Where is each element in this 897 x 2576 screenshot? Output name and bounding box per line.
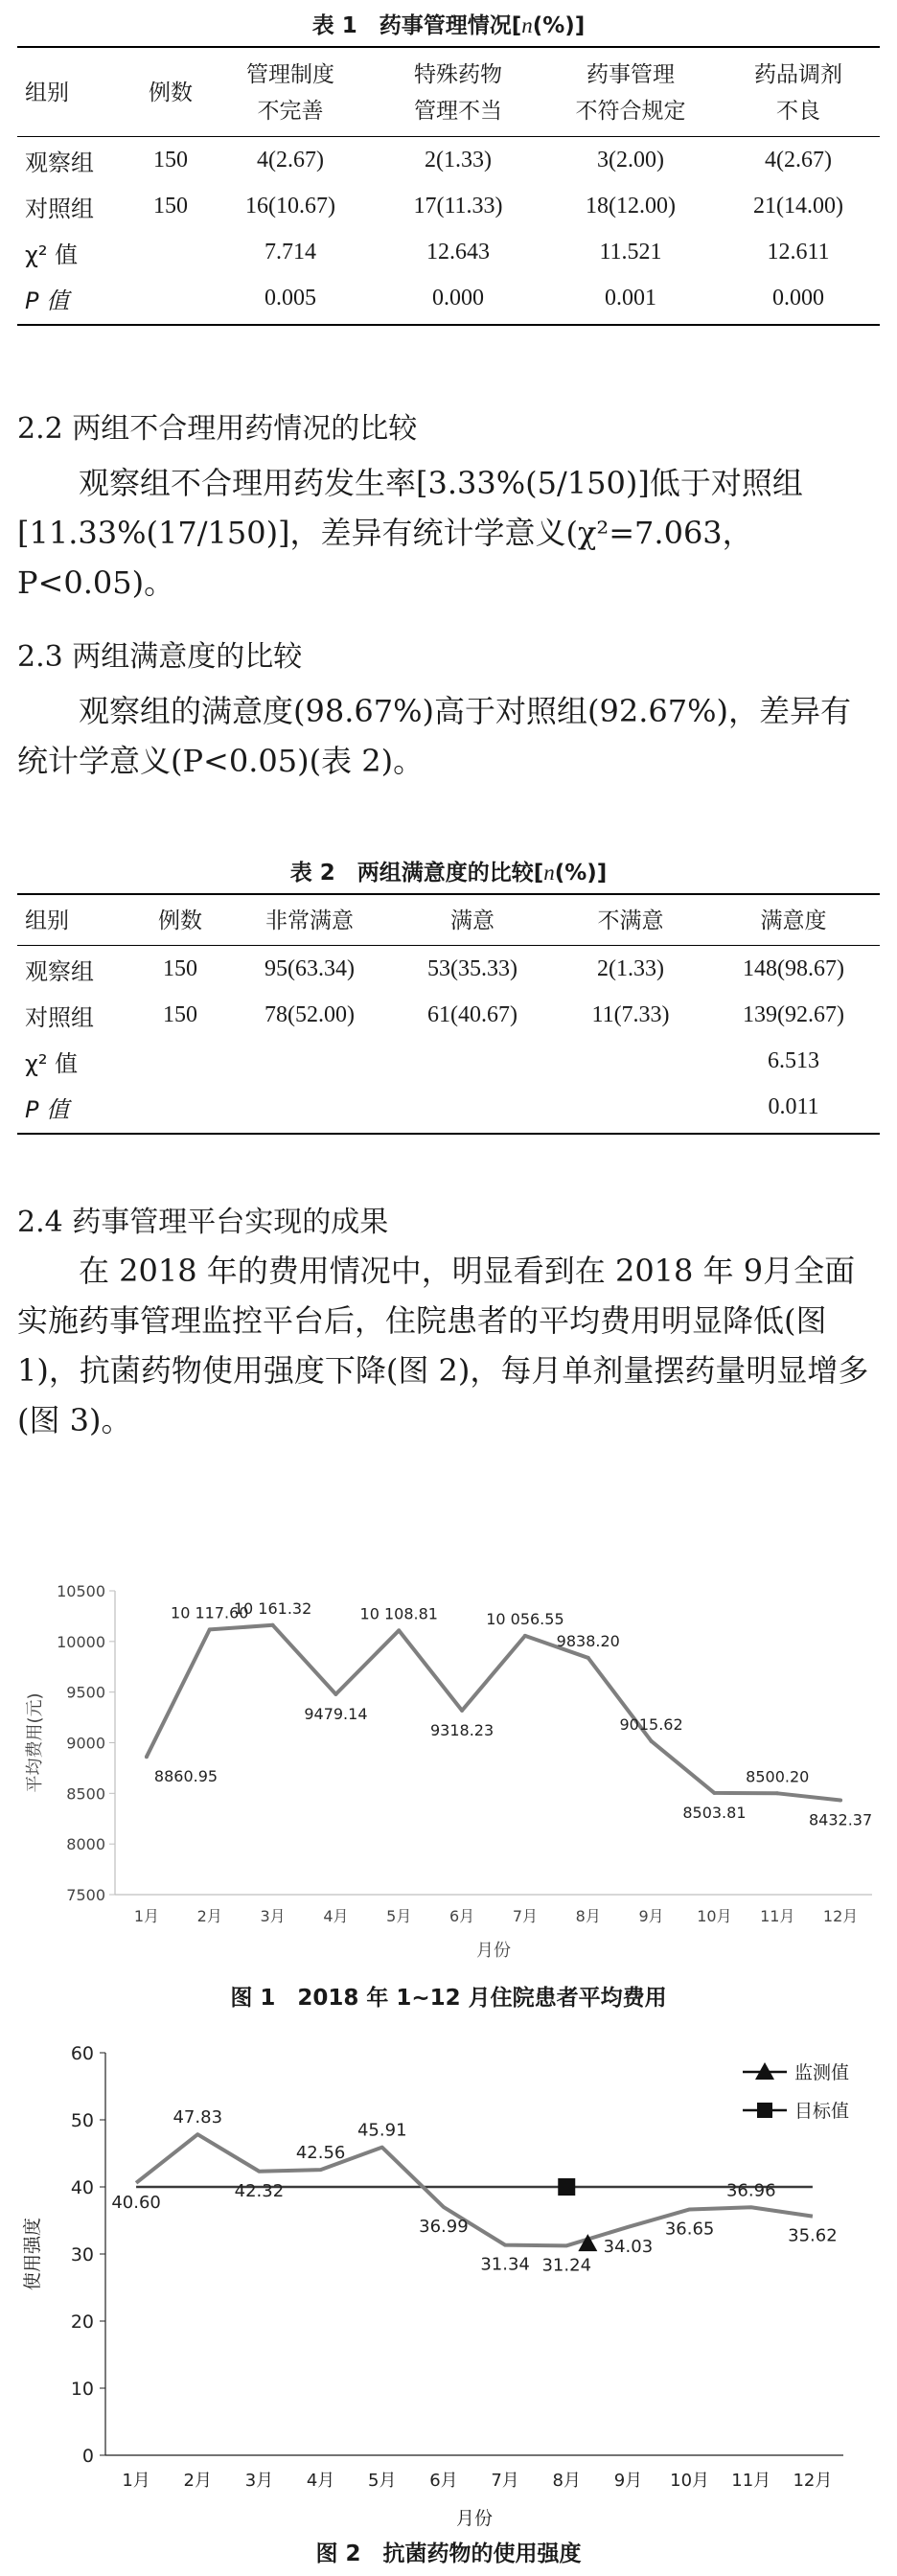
- y-tick-label: 10500: [57, 1582, 105, 1600]
- data-label: 10 108.81: [359, 1604, 438, 1623]
- table1-cell: 7.714: [264, 239, 316, 264]
- table2-cell: 148(98.67): [743, 955, 844, 981]
- x-tick-label: 4月: [323, 1907, 349, 1925]
- data-point: [334, 1692, 337, 1696]
- table1-cell: 0.000: [772, 285, 824, 310]
- table1-cell: 0.005: [264, 285, 316, 310]
- data-label: 35.62: [788, 2225, 838, 2246]
- x-tick-label: 9月: [638, 1907, 664, 1925]
- legend-square-icon: [757, 2103, 772, 2118]
- table2-header-cell: 组别: [17, 897, 132, 946]
- heading-2-4: 2.4 药事管理平台实现的成果: [17, 1206, 389, 1239]
- table1-cell: P 值: [25, 287, 70, 314]
- table1-cell: [132, 229, 209, 275]
- table2-cell: 对照组: [25, 1003, 94, 1031]
- table2-cell: 53(35.33): [427, 955, 518, 981]
- table2-cell: 6.513: [768, 1047, 819, 1073]
- data-label: 9015.62: [619, 1714, 683, 1734]
- table2-row: [17, 1084, 880, 1130]
- table1-header-cell: 管理制度 不完善: [209, 50, 372, 137]
- data-point: [712, 1791, 716, 1795]
- table1-cell: 150: [153, 147, 188, 172]
- table2-cell: [554, 1038, 707, 1084]
- table2-cell: [228, 1038, 391, 1084]
- y-axis-title: 使用强度: [22, 2217, 43, 2291]
- x-tick-label: 8月: [575, 1907, 601, 1925]
- table1-header-row: [17, 50, 880, 137]
- table1-row: [17, 137, 880, 184]
- table2-cell: 11(7.33): [591, 1001, 670, 1027]
- table1-cell: 4(2.67): [257, 147, 324, 172]
- table1-cell: 11.521: [599, 239, 662, 264]
- table2-cell: [391, 1084, 554, 1130]
- x-tick-label: 6月: [448, 1907, 475, 1925]
- y-axis-title: 平均费用(元): [25, 1692, 45, 1793]
- data-label: 9318.23: [429, 1720, 494, 1739]
- table2-cell: 150: [163, 955, 197, 981]
- table2-header-cell: 满意: [391, 897, 554, 946]
- data-label: 45.91: [356, 2120, 407, 2141]
- para-2-4-text: 在 2018 年的费用情况中，明显看到在 2018 年 9月全面实施药事管理监控平台后，住院患者的平均费用明显降低(图 1)，抗菌药物使用强度下降(图 2)，每月单剂量摆药量明显增多(图 3)。: [17, 1253, 869, 1438]
- table2-cell: 2(1.33): [597, 955, 664, 981]
- data-point: [460, 1709, 464, 1713]
- table1-caption: [0, 8, 897, 39]
- data-point: [650, 1739, 654, 1743]
- data-label: 10 056.55: [486, 1609, 564, 1628]
- table2-cell: [132, 1038, 228, 1084]
- table1-cell: 对照组: [25, 195, 94, 222]
- data-label: 42.32: [234, 2180, 285, 2201]
- x-tick-label: 10月: [697, 1907, 732, 1925]
- table1-caption-prefix: 表 1 药事管理情况[: [311, 13, 522, 38]
- table2-cell: 61(40.67): [427, 1001, 518, 1027]
- table2-header-cell: 非常满意: [228, 897, 391, 946]
- x-tick-label: 1月: [122, 2471, 150, 2491]
- data-point: [586, 1656, 590, 1660]
- table1-header-cell: 药品调剂 不良: [717, 50, 880, 137]
- data-label: 10 161.32: [233, 1598, 312, 1618]
- data-label: 36.99: [419, 2217, 469, 2238]
- x-tick-label: 12月: [822, 1907, 859, 1925]
- table1-cell: 18(12.00): [586, 193, 676, 218]
- para-2-3: [17, 686, 880, 786]
- data-point: [145, 1755, 149, 1759]
- x-axis-title: 月份: [476, 1941, 511, 1961]
- x-tick-label: 8月: [552, 2471, 581, 2491]
- table2-cell: P 值: [25, 1095, 70, 1123]
- legend-target-label: 目标值: [794, 2101, 850, 2122]
- x-tick-label: 11月: [760, 1907, 795, 1925]
- legend-monitor-label: 监测值: [794, 2062, 850, 2083]
- data-point: [839, 1798, 842, 1802]
- table1-cell: 3(2.00): [597, 147, 664, 172]
- y-tick-label: 0: [81, 2446, 94, 2467]
- table2-row: [17, 992, 880, 1038]
- table1-row: [17, 229, 880, 275]
- table2-header-cell: 满意度: [707, 897, 880, 946]
- table2-caption: [0, 855, 897, 886]
- para-2-2-text: 观察组不合理用药发生率[3.33%(5/150)]低于对照组[11.33%(17/150)]，差异有统计学意义(χ²=7.063，P<0.05)。: [17, 465, 803, 601]
- x-tick-label: 2月: [183, 2471, 212, 2491]
- table2-header-cell: 例数: [132, 897, 228, 946]
- table2-cell: 78(52.00): [264, 1001, 355, 1027]
- y-tick-label: 10: [70, 2379, 94, 2400]
- x-tick-label: 4月: [306, 2471, 335, 2491]
- table1-cell: 16(10.67): [245, 193, 335, 218]
- data-point: [523, 1634, 527, 1638]
- data-label: 31.24: [541, 2255, 592, 2276]
- series-line: [147, 1625, 840, 1801]
- x-tick-label: 10月: [670, 2471, 710, 2491]
- data-label: 36.96: [725, 2180, 776, 2201]
- table2-caption-prefix: 表 2 两组满意度的比较[: [289, 861, 544, 886]
- table1-cell: 2(1.33): [425, 147, 492, 172]
- table1-row: [17, 183, 880, 229]
- x-tick-label: 7月: [491, 2471, 519, 2491]
- data-label: 9479.14: [304, 1704, 368, 1723]
- data-label: 8503.81: [682, 1803, 747, 1822]
- x-tick-label: 5月: [368, 2471, 397, 2491]
- data-label: 34.03: [603, 2236, 654, 2257]
- x-tick-label: 12月: [793, 2471, 833, 2491]
- data-label: 31.34: [480, 2254, 530, 2275]
- table2-cell: [391, 1038, 554, 1084]
- data-label: 47.83: [172, 2107, 223, 2128]
- table2-row: [17, 946, 880, 993]
- table2-cell: 95(63.34): [264, 955, 355, 981]
- table1-cell: [132, 275, 209, 321]
- table1-header-cell: 组别: [17, 50, 132, 137]
- table1-header-cell: 药事管理 不符合规定: [544, 50, 717, 137]
- table1: [17, 50, 880, 321]
- data-label: 10 117.60: [171, 1603, 249, 1622]
- table1-cell: 观察组: [25, 149, 94, 176]
- data-label: 8432.37: [808, 1810, 873, 1829]
- table2-header-row: [17, 897, 880, 946]
- table1-caption-n: n: [521, 13, 533, 37]
- data-point: [271, 1623, 275, 1627]
- figure1-caption: 图 1 2018 年 1~12 月住院患者平均费用: [230, 1986, 667, 2011]
- table1-cell: 17(11.33): [413, 193, 503, 218]
- table1-bottom-rule: [17, 324, 880, 326]
- x-tick-label: 6月: [429, 2471, 458, 2491]
- table2-cell: [554, 1084, 707, 1130]
- y-tick-label: 60: [70, 2043, 94, 2064]
- table2-cell: 150: [163, 1001, 197, 1027]
- figure2-chart: [0, 2022, 897, 2530]
- table1-cell: 12.611: [767, 239, 830, 264]
- y-tick-label: 10000: [57, 1632, 105, 1651]
- y-tick-label: 9000: [66, 1734, 105, 1753]
- x-tick-label: 5月: [386, 1907, 412, 1925]
- figure1-chart: [0, 1552, 897, 1974]
- y-tick-label: 8500: [66, 1784, 105, 1804]
- y-tick-label: 8000: [66, 1835, 105, 1854]
- data-label: 8500.20: [746, 1767, 810, 1786]
- x-tick-label: 3月: [260, 1907, 286, 1925]
- x-tick-label: 9月: [613, 2471, 643, 2491]
- table2: [17, 897, 880, 1130]
- heading-2-3: 2.3 两组满意度的比较: [17, 640, 303, 674]
- y-tick-label: 50: [70, 2110, 94, 2131]
- table1-cell: 4(2.67): [765, 147, 832, 172]
- x-tick-label: 7月: [512, 1907, 539, 1925]
- heading-2-2: 2.2 两组不合理用药情况的比较: [17, 412, 418, 446]
- data-label: 8860.95: [153, 1767, 218, 1786]
- y-tick-label: 7500: [66, 1886, 105, 1904]
- table2-cell: 0.011: [768, 1093, 819, 1119]
- x-tick-label: 2月: [196, 1907, 222, 1925]
- table1-cell: 0.001: [605, 285, 656, 310]
- data-label: 9838.20: [556, 1631, 620, 1650]
- table2-top-rule: [17, 893, 880, 895]
- data-label: 36.65: [664, 2219, 715, 2240]
- x-tick-label: 1月: [133, 1907, 160, 1925]
- table2-cell: [228, 1084, 391, 1130]
- table2-row: [17, 1038, 880, 1084]
- table2-cell: 139(92.67): [743, 1001, 844, 1027]
- x-tick-label: 11月: [731, 2471, 771, 2491]
- table1-cell: 12.643: [426, 239, 490, 264]
- table2-cell: [132, 1084, 228, 1130]
- table1-cell: 21(14.00): [753, 193, 843, 218]
- y-tick-label: 40: [70, 2177, 94, 2198]
- table1-cell: 150: [153, 193, 188, 218]
- data-point: [397, 1628, 401, 1632]
- x-axis-title: 月份: [455, 2508, 494, 2529]
- para-2-4: [17, 1246, 880, 1445]
- table2-cell: χ² 值: [25, 1049, 79, 1077]
- y-tick-label: 30: [70, 2244, 94, 2266]
- table2-caption-suffix: (%)]: [554, 861, 608, 886]
- table2-header-cell: 不满意: [554, 897, 707, 946]
- table1-caption-suffix: (%)]: [532, 13, 586, 38]
- table1-top-rule: [17, 46, 880, 48]
- table1-cell: 0.000: [432, 285, 484, 310]
- target-square-marker: [558, 2178, 575, 2196]
- data-label: 40.60: [111, 2192, 161, 2213]
- table1-row: [17, 275, 880, 321]
- data-label: 42.56: [295, 2143, 346, 2164]
- table2-caption-n: n: [543, 861, 555, 885]
- table2-cell: 观察组: [25, 957, 94, 985]
- data-point: [775, 1791, 779, 1795]
- table2-bottom-rule: [17, 1133, 880, 1135]
- y-tick-label: 20: [70, 2312, 94, 2333]
- para-2-2: [17, 458, 880, 608]
- para-2-3-text: 观察组的满意度(98.67%)高于对照组(92.67%)，差异有统计学意义(P<0.05)(表 2)。: [17, 693, 851, 779]
- table1-header-cell: 例数: [132, 50, 209, 137]
- x-tick-label: 3月: [244, 2471, 274, 2491]
- y-tick-label: 9500: [66, 1683, 105, 1702]
- table1-header-cell: 特殊药物 管理不当: [372, 50, 544, 137]
- data-point: [208, 1627, 212, 1631]
- figure2-caption: 图 2 抗菌药物的使用强度: [315, 2542, 582, 2566]
- table1-cell: χ² 值: [25, 241, 79, 268]
